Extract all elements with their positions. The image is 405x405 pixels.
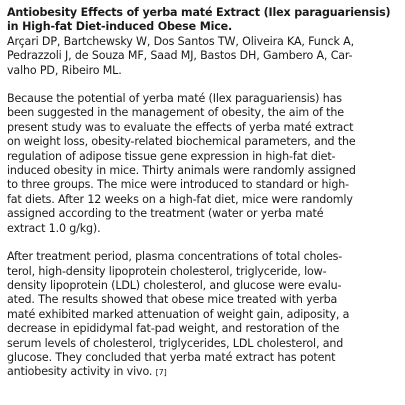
text-line: serum levels of cholesterol, triglycerides, LDL cholesterol, and [7, 336, 344, 350]
text-line: been suggested in the management of obesity, the aim of the [7, 106, 344, 120]
text-line: on weight loss, obesity-related biochemical parameters, and the [7, 135, 356, 149]
text-line: maté exhibited marked attenuation of weight gain, adiposity, a [7, 307, 350, 321]
text-line: to three groups. The mice were introduced to standard or high- [7, 178, 349, 192]
author-line: valho PD, Ribeiro ML. [7, 63, 122, 77]
text-line-last [7, 365, 399, 380]
article-title [7, 6, 399, 35]
text-fragment: antiobesity activity in vivo. [7, 365, 153, 379]
author-line: Pedrazzoli J, de Souza MF, Saad MJ, Bastos DH, Gambero A, Car- [7, 49, 353, 63]
text-line: After treatment period, plasma concentrations of total choles- [7, 250, 343, 264]
text-line: Because the potential of yerba maté (Ilex paraguariensis) has [7, 92, 342, 106]
title-line: in High-fat Diet-induced Obese Mice. [7, 20, 233, 34]
text-line: ated. The results showed that obese mice treated with yerba [7, 293, 338, 307]
text-line: assigned according to the treatment (water or yerba maté [7, 207, 324, 221]
title-line: Antiobesity Effects of yerba maté Extract (Ilex paraguariensis) [7, 6, 391, 19]
text-line: glucose. They concluded that yerba maté extract has potent [7, 350, 336, 364]
text-line: density lipoprotein (LDL) cholesterol, and glucose were evalu- [7, 278, 342, 292]
abstract-paragraph-2 [7, 250, 399, 381]
text-line: terol, high-density lipoprotein cholesterol, triglyceride, low- [7, 264, 327, 278]
text-line: decrease in epididymal fat-pad weight, and restoration of the [7, 322, 340, 336]
abstract-paragraph-1 [7, 92, 399, 236]
reference-marker[interactable]: [7] [155, 368, 167, 378]
text-line: extract 1.0 g/kg). [7, 221, 101, 235]
author-line: Arçari DP, Bartchewsky W, Dos Santos TW, Oliveira KA, Funck A, [7, 34, 354, 48]
text-line: induced obesity in mice. Thirty animals were randomly assigned [7, 164, 356, 178]
text-line: present study was to evaluate the effects of yerba maté extract [7, 120, 354, 134]
author-list [7, 35, 399, 78]
text-line: regulation of adipose tissue gene expression in high-fat diet- [7, 149, 336, 163]
text-line: fat diets. After 12 weeks on a high-fat diet, mice were randomly [7, 192, 353, 206]
